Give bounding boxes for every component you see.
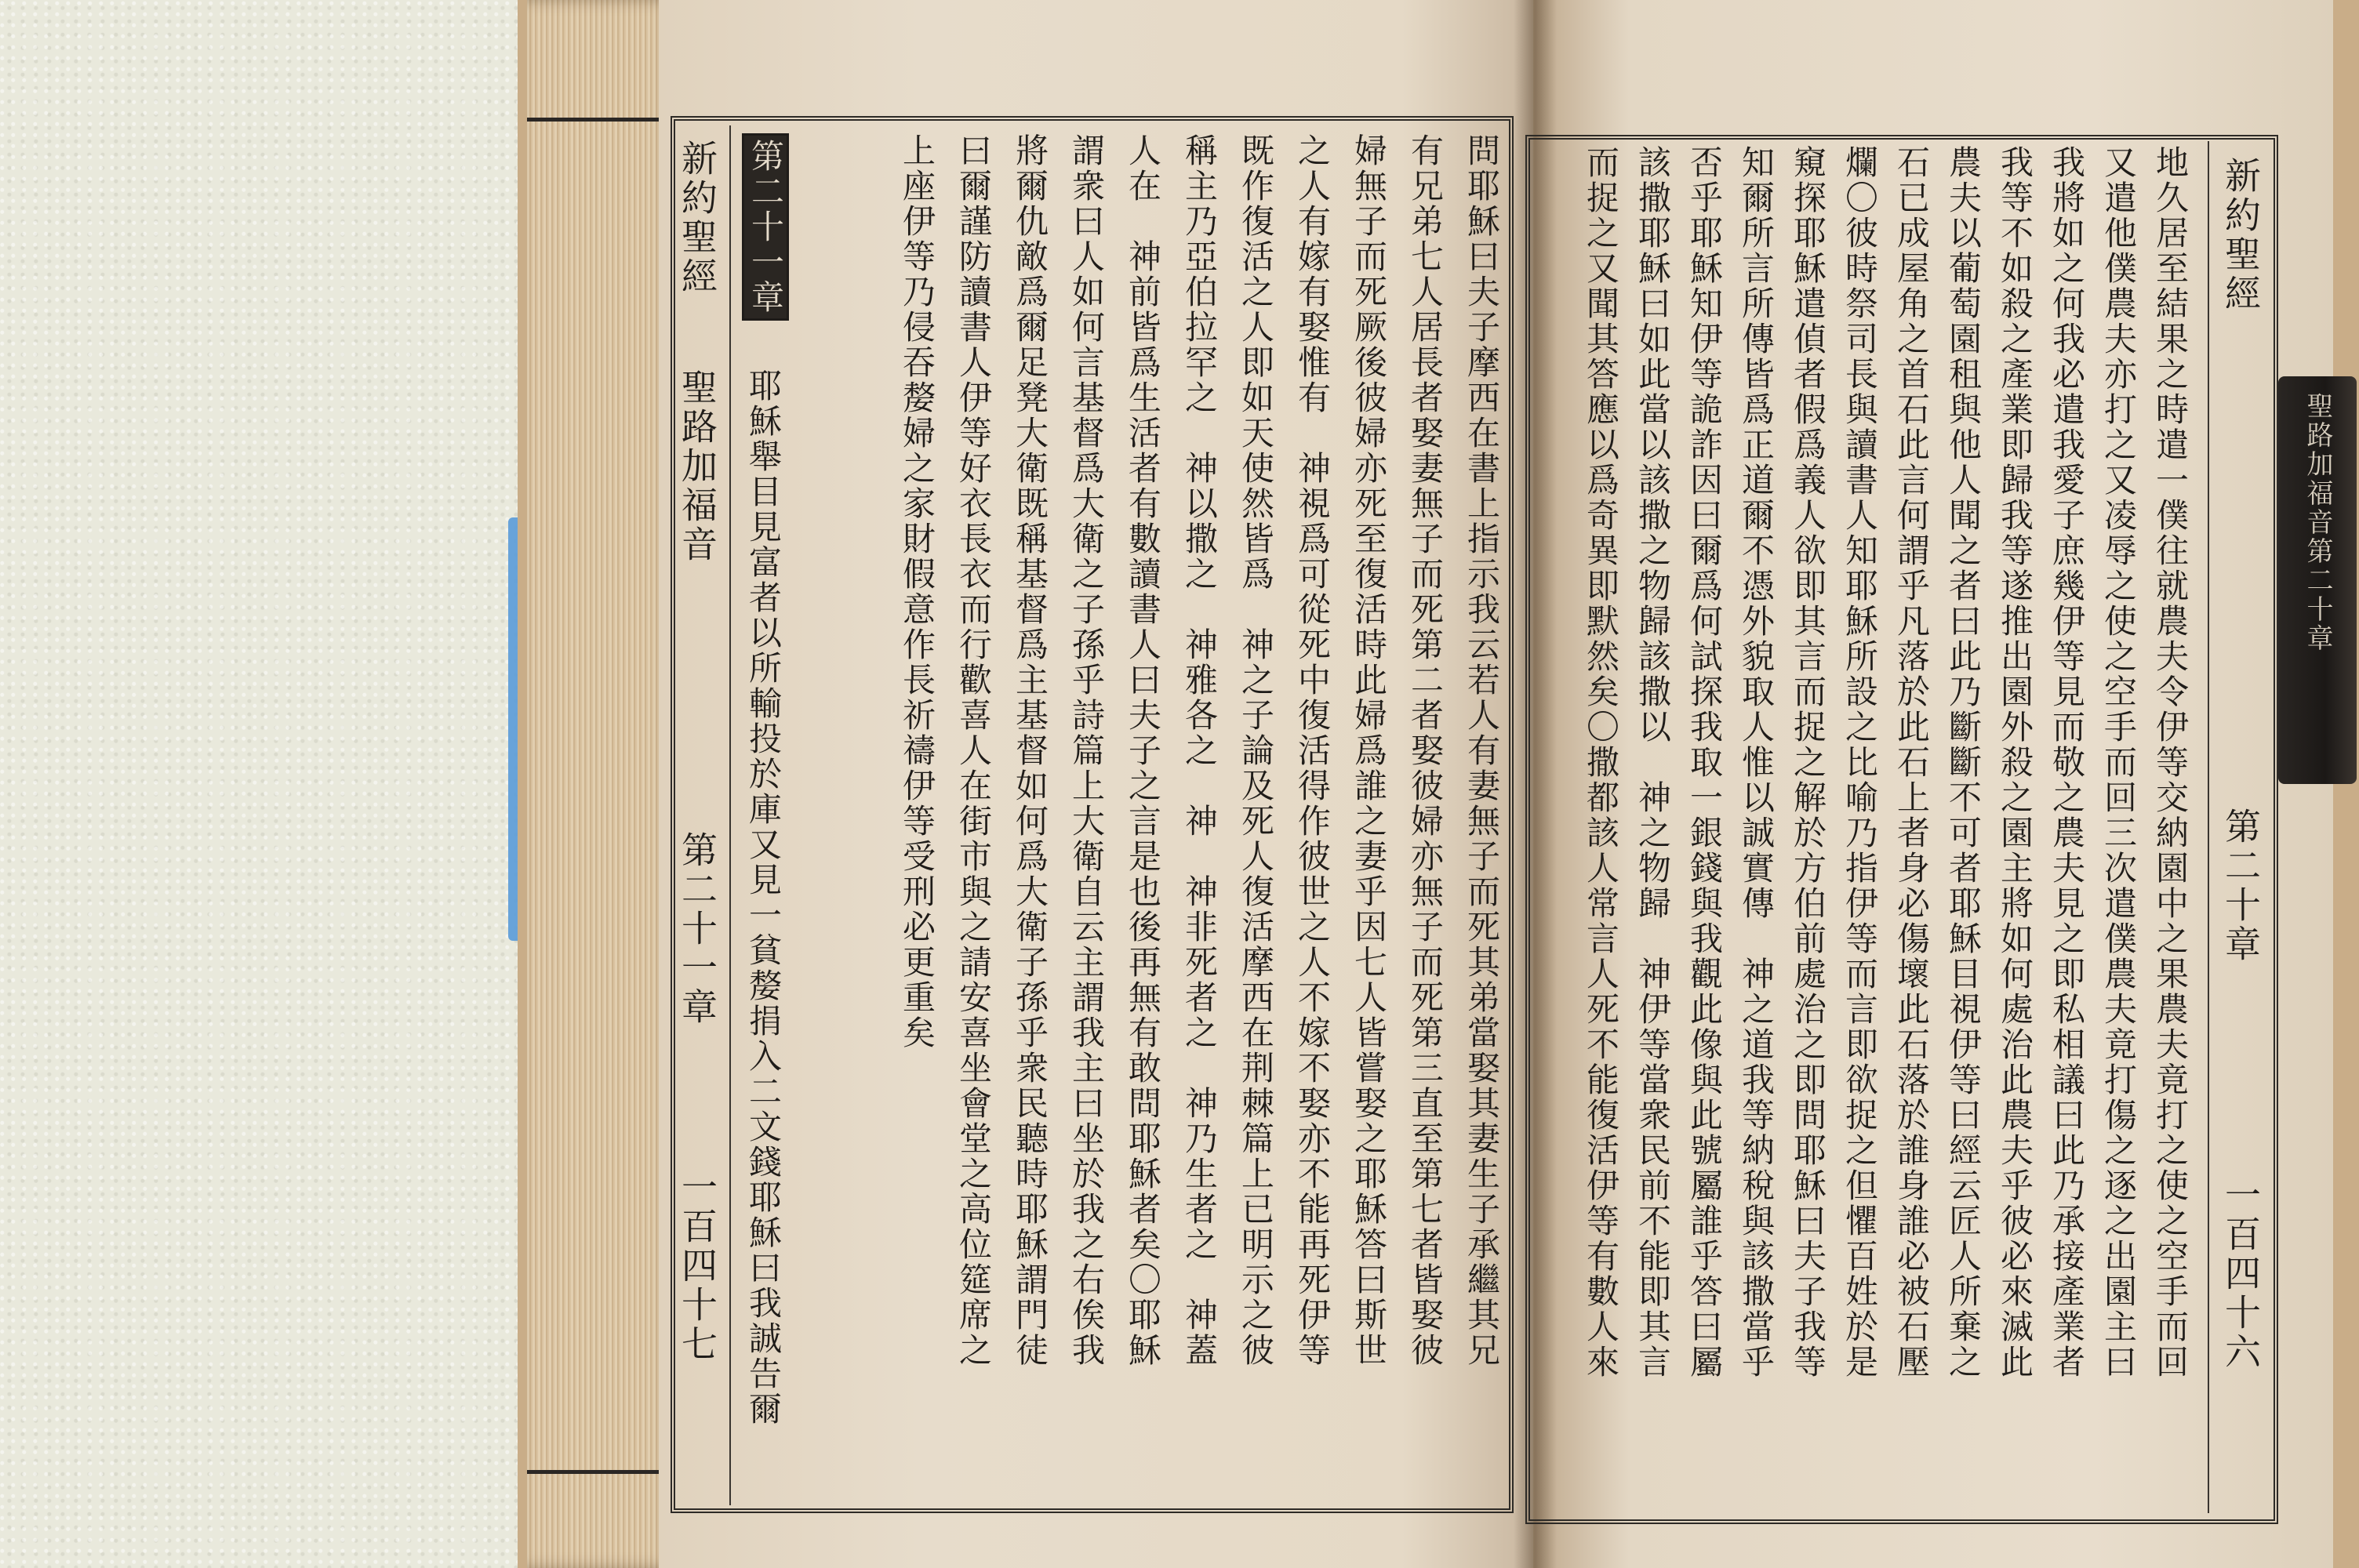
left-header-rule bbox=[729, 125, 731, 1505]
left-line-3: 婦無子而死厥後彼婦亦死至復活時此婦爲誰之妻乎因七人皆嘗娶之耶穌答曰斯世 bbox=[1350, 133, 1388, 1368]
right-line-5: 農夫以葡萄園租與他人聞之者曰此乃斷斷不可者耶穌目視伊等曰經云匠人所棄之 bbox=[1944, 145, 1983, 1380]
right-running-title: 新約聖經 bbox=[2219, 157, 2262, 314]
left-line-6: 稱主乃亞伯拉罕之 神以撒之 神雅各之 神 神非死者之 神乃生者之 神蓋 bbox=[1180, 133, 1219, 1368]
left-book-title: 聖路加福音 bbox=[676, 368, 718, 564]
left-line-2: 有兄弟七人居長者娶妻無子而死第二者娶彼婦亦無子而死第三直至第七者皆娶彼 bbox=[1406, 133, 1445, 1368]
left-line-9: 將爾仇敵爲爾足凳大衛既稱基督爲主基督如何爲大衛子孫乎衆民聽時耶穌謂門徒 bbox=[1011, 133, 1049, 1368]
background-cloth bbox=[0, 0, 565, 1568]
left-chapter-header: 第二十一章 bbox=[676, 831, 718, 1027]
right-line-7: 爛〇彼時祭司長與讀書人知耶穌所設之比喻乃指伊等而言即欲捉之但懼百姓於是 bbox=[1841, 145, 1879, 1380]
edge-band-bottom bbox=[527, 1470, 676, 1474]
left-line-7: 人在 神前皆爲生活者有數讀書人曰夫子之言是也後再無有敢問耶穌者矣〇耶穌 bbox=[1124, 133, 1162, 1368]
left-line-12: 耶穌舉目見富者以所輸投於庫又見一貧嫠捐入二文錢耶穌曰我誠告爾 bbox=[744, 368, 783, 1427]
right-line-3: 我將如之何我必遣我愛子庶幾伊等見而敬之農夫見之即私相議曰此乃承接產業者 bbox=[2048, 145, 2086, 1380]
left-page-number: 一百四十七 bbox=[676, 1168, 718, 1364]
page-edges bbox=[527, 0, 676, 1568]
left-line-11: 上座伊等乃侵吞嫠婦之家財假意作長祈禱伊等受刑必更重矣 bbox=[898, 133, 936, 1051]
right-line-6: 石已成屋角之首石此言何謂乎凡落於此石上者身必傷壞此石落於誰身誰必被石壓 bbox=[1892, 145, 1931, 1380]
right-line-4: 我等不如殺之產業即歸我等遂推出園外殺之園主將如何處治此農夫乎彼必來滅此 bbox=[1996, 145, 2034, 1380]
right-line-11: 該撒耶穌曰如此當以該撒之物歸該撒以 神之物歸 神伊等當衆民前不能即其言 bbox=[1634, 145, 1672, 1380]
bookmark-tab-label: 聖路加福音第二十章 bbox=[2302, 392, 2333, 653]
right-page-number: 一百四十六 bbox=[2219, 1176, 2262, 1372]
left-line-4: 之人有嫁有娶惟有 神視爲可從死中復活得作彼世之人不嫁不娶亦不能再死伊等 bbox=[1293, 133, 1332, 1368]
right-line-9: 知爾所言所傳皆爲正道爾不憑外貌取人惟以誠實傳 神之道我等納稅與該撒當乎 bbox=[1737, 145, 1776, 1380]
bookmark-tab[interactable] bbox=[2278, 376, 2357, 784]
right-line-8: 窺探耶穌遣偵者假爲義人欲即其言而捉之解於方伯前處治之即問耶穌曰夫子我等 bbox=[1789, 145, 1827, 1380]
right-header-rule bbox=[2208, 141, 2209, 1513]
chapter-marker: 第二十一章 bbox=[742, 133, 789, 321]
left-line-1: 問耶穌曰夫子摩西在書上指示我云若人有妻無子而死其弟當娶其妻生子承繼其兄 bbox=[1463, 133, 1501, 1368]
right-line-2: 又遣他僕農夫亦打之又凌辱之使之空手而回三次遣僕農夫竟打傷之逐之出園主曰 bbox=[2099, 145, 2138, 1380]
right-chapter-header: 第二十章 bbox=[2219, 808, 2262, 964]
left-line-10: 曰爾謹防讀書人伊等好衣長衣而行歡喜人在街市與之請安喜坐會堂之高位筵席之 bbox=[954, 133, 993, 1368]
right-line-12: 而捉之又聞其答應以爲奇異即默然矣〇撒都該人常言人死不能復活伊等有數人來 bbox=[1582, 145, 1620, 1380]
left-running-title: 新約聖經 bbox=[676, 140, 718, 296]
right-line-1: 地久居至結果之時遣一僕往就農夫令伊等交納園中之果農夫竟打之使之空手而回 bbox=[2151, 145, 2190, 1380]
left-line-8: 謂衆曰人如何言基督爲大衛之子孫乎詩篇上大衛自云主謂我主曰坐於我之右俟我 bbox=[1067, 133, 1106, 1368]
left-line-5: 既作復活之人即如天使然皆爲 神之子論及死人復活摩西在荆棘篇上已明示之彼 bbox=[1237, 133, 1275, 1368]
right-line-10: 否乎耶穌知伊等詭詐因曰爾爲何試探我取一銀錢與我觀此像與此號屬誰乎答曰屬 bbox=[1685, 145, 1724, 1380]
edge-band-top bbox=[527, 118, 676, 122]
